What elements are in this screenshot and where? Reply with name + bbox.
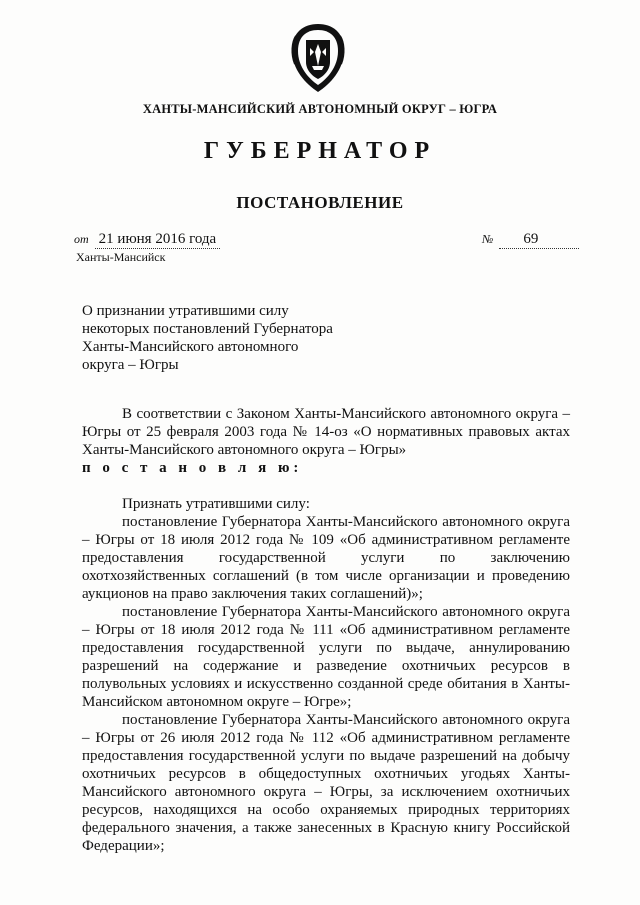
document-number: 69 [499, 231, 579, 249]
list-item: постановление Губернатора Ханты-Мансийского автономного округа – Югры от 18 июля 2012 года № 109 «Об административном регламенте предоставления государственной услуги по заключению охотхозяйственных соглашений (в том числе организации и проведению аукционов на право заключения таких соглашений)»; [82, 514, 570, 602]
preamble-text: В соответствии с Законом Ханты-Мансийского автономного округа – Югры от 25 февраля 2003 года № 14-оз «О нормативных правовых актах Ханты-Мансийского автономного округа – Югры» [82, 406, 570, 458]
preamble-paragraph [82, 405, 570, 459]
coat-of-arms-emblem [286, 22, 350, 94]
list-item: постановление Губернатора Ханты-Мансийского автономного округа – Югры от 26 июля 2012 года № 112 «Об административном регламенте предоставления государственной услуги по выдаче разрешений на добычу охотничьих ресурсов в общедоступных охотничьих угодьях Ханты-Мансийского автономного округа – Югры, за исключением охотничьих ресурсов, находящихся на особо охраняемых природных территориях федерального значения, а также занесенных в Красную книгу Российской Федерации»; [82, 712, 570, 854]
city: Ханты-Мансийск [76, 250, 166, 264]
document-type: ПОСТАНОВЛЕНИЕ [236, 193, 404, 212]
region-title: ХАНТЫ-МАНСИЙСКИЙ АВТОНОМНЫЙ ОКРУГ – ЮГРА [142, 102, 498, 116]
decree-paragraph [82, 459, 570, 477]
authority-title: ГУБЕРНАТОР [203, 138, 437, 164]
list-item: постановление Губернатора Ханты-Мансийского автономного округа – Югры от 18 июля 2012 года № 111 «Об административном регламенте предоставления государственной услуги по выдаче, аннулированию разрешений на содержание и разведение охотничьих ресурсов в полувольных условиях и искусственно созданной среде обитания в Ханты-Мансийском автономном округе – Югре»; [82, 604, 570, 710]
document-subject: О признании утратившими силу некоторых постановлений Губернатора Ханты-Мансийского автономного округа – Югры [82, 303, 333, 373]
date-line [74, 231, 220, 249]
document-body [82, 405, 570, 855]
document-date: 21 июня 2016 года [95, 231, 221, 249]
date-prefix: от [74, 232, 89, 246]
intro-paragraph: Признать утратившими силу: [122, 496, 310, 512]
number-line [482, 231, 579, 249]
number-prefix: № [482, 232, 494, 246]
decree-word: п о с т а н о в л я ю: [82, 460, 303, 476]
